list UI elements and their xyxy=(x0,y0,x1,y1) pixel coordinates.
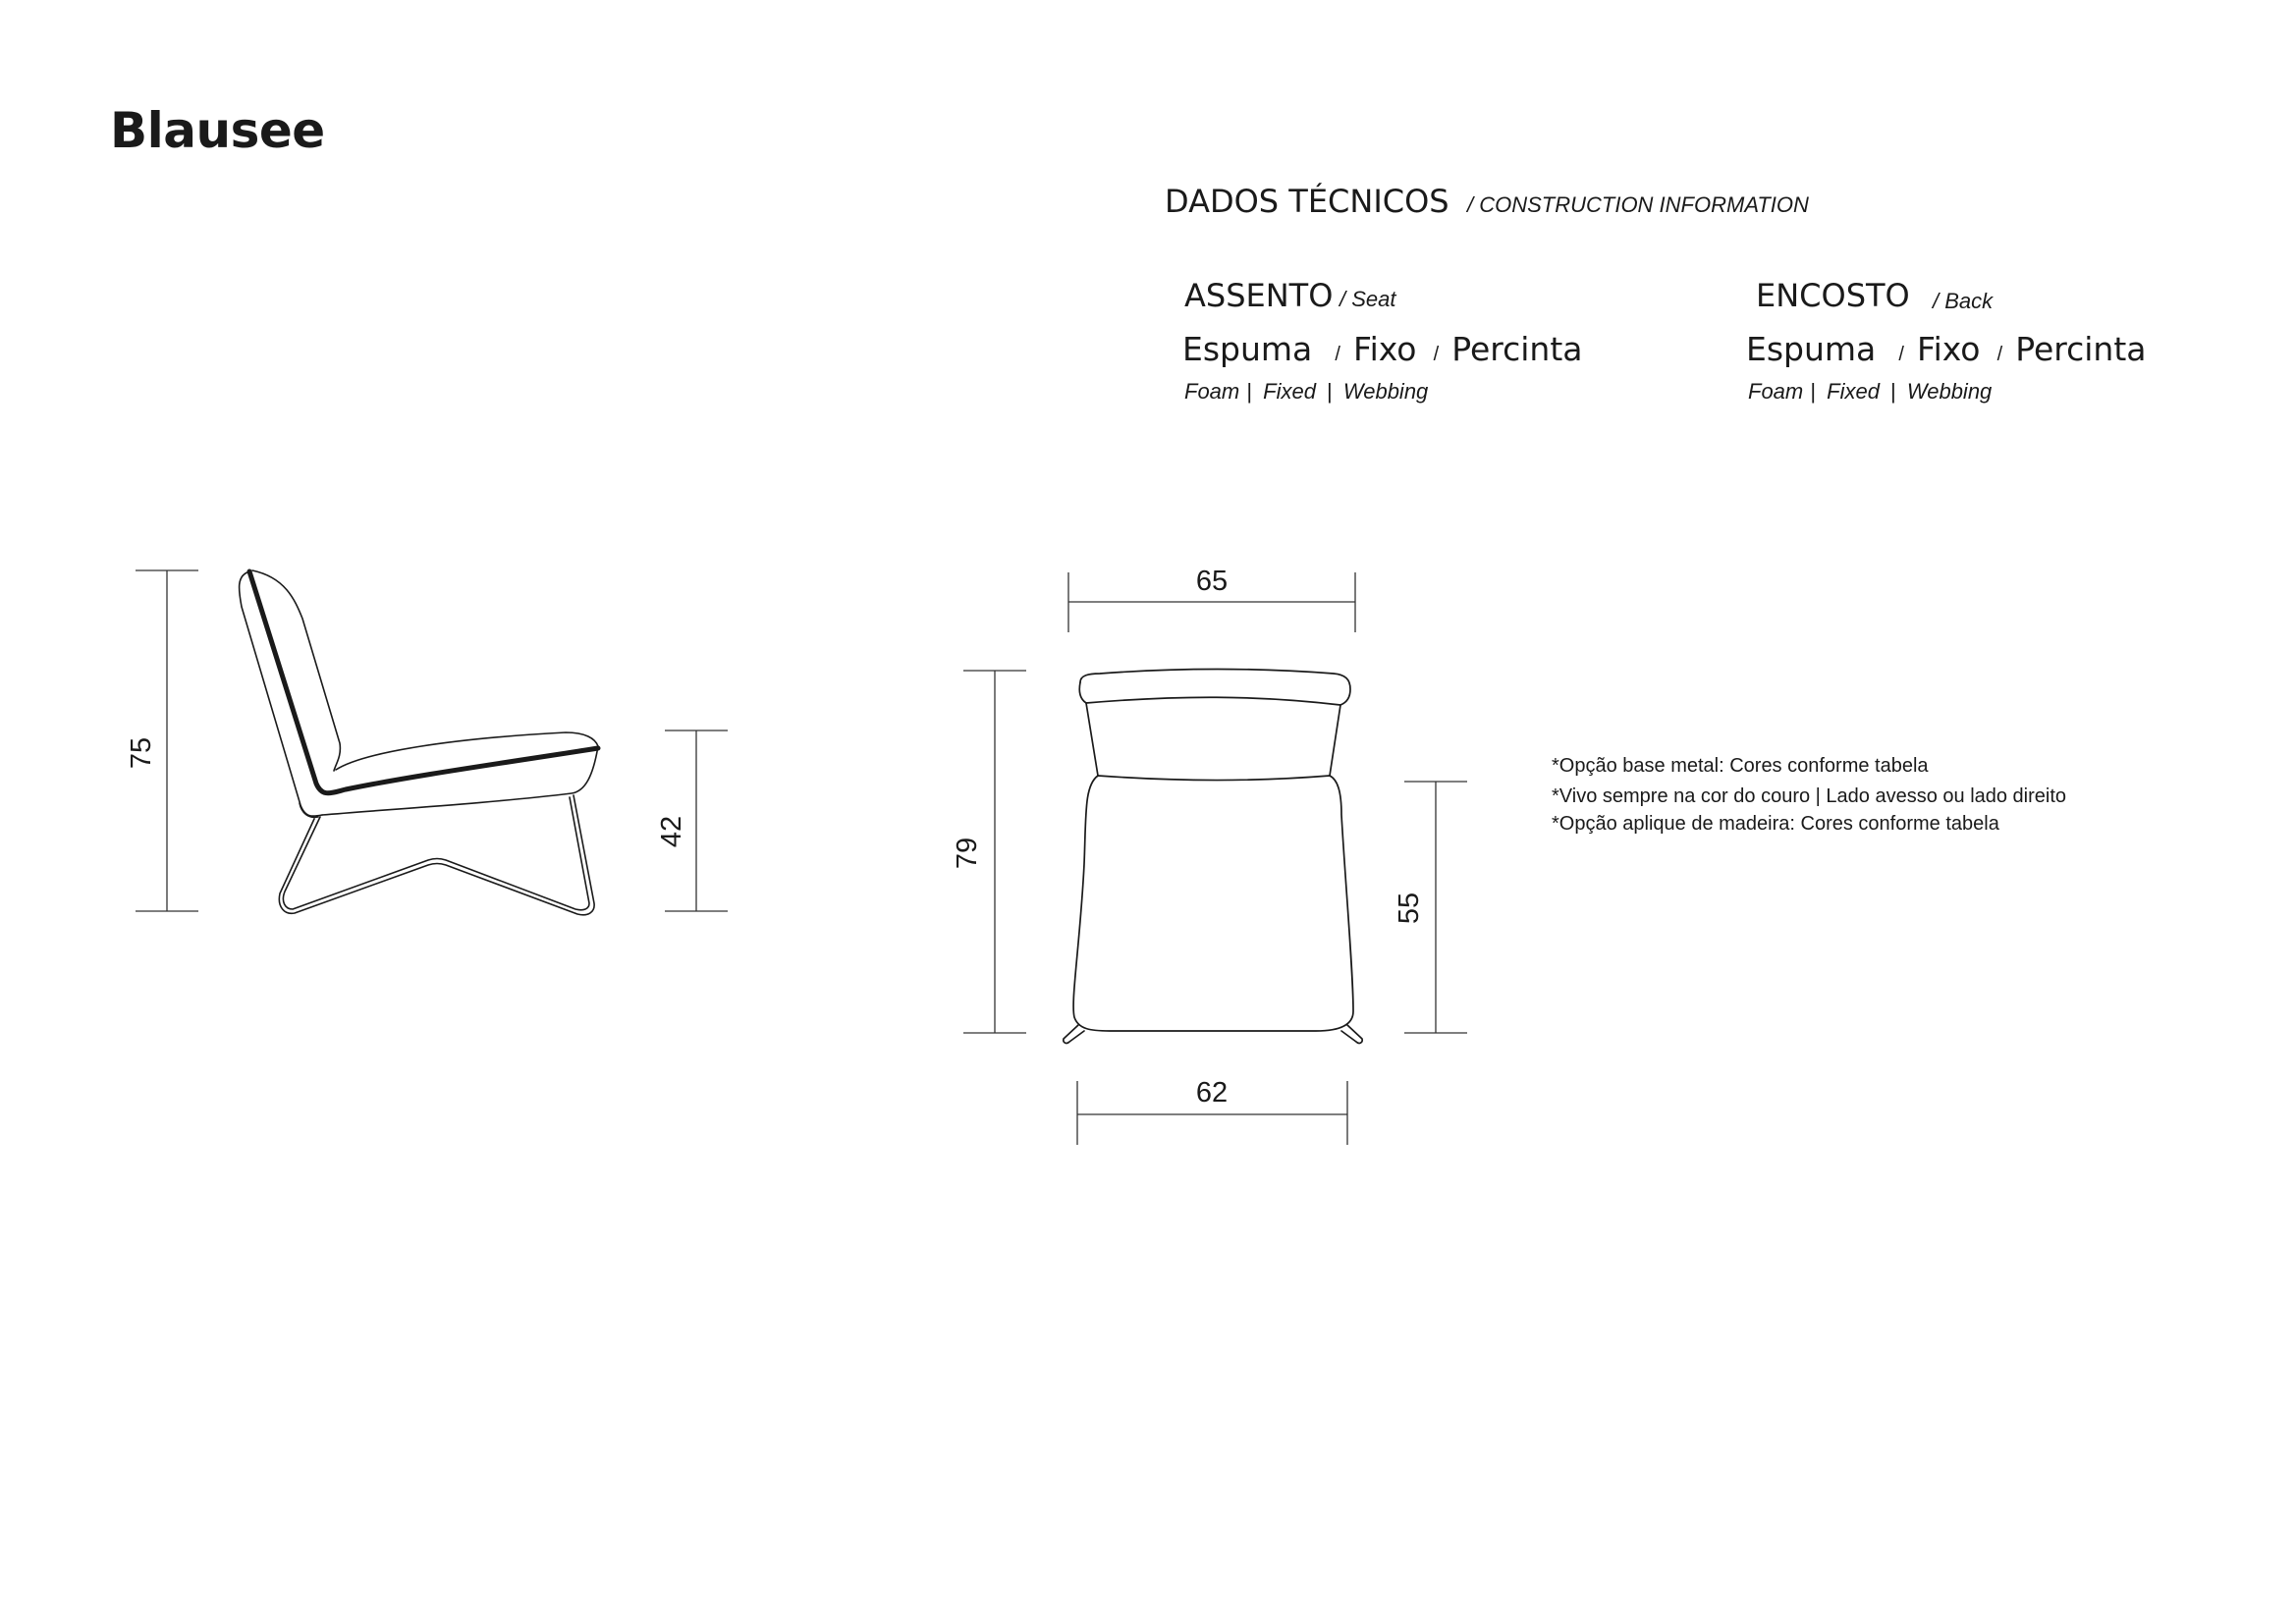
dim-side-seat-height: 42 xyxy=(656,815,687,848)
seat-spec-en-sep: | xyxy=(1246,379,1253,404)
seat-spec-en-fixed: Fixed xyxy=(1263,379,1316,404)
note-piping: *Vivo sempre na cor do couro | Lado avesso ou lado direito xyxy=(1552,785,2067,807)
seat-spec-foam: Espuma xyxy=(1182,330,1313,368)
dim-front-height: 79 xyxy=(952,837,983,870)
tech-data-subtitle: / CONSTRUCTION INFORMATION xyxy=(1467,192,1809,217)
dim-side-height: 75 xyxy=(126,736,157,770)
seat-spec-sep: / xyxy=(1335,344,1340,365)
back-spec-foam: Espuma xyxy=(1746,330,1877,368)
back-title-en: / Back xyxy=(1933,289,1994,313)
seat-spec-en-foam: Foam xyxy=(1184,379,1240,404)
seat-spec-sep: / xyxy=(1433,344,1440,365)
dimension-lines xyxy=(136,570,1467,1145)
back-spec-webbing: Percinta xyxy=(2015,330,2147,368)
dim-front-width-top: 65 xyxy=(1195,566,1229,597)
back-spec-en-foam: Foam xyxy=(1748,379,1804,404)
note-wood-option: *Opção aplique de madeira: Cores conforme tabela xyxy=(1552,813,1999,835)
side-view-piping xyxy=(249,571,598,793)
back-spec-en-sep: | xyxy=(1810,379,1817,404)
seat-spec-webbing: Percinta xyxy=(1451,330,1583,368)
seat-spec-en-sep: | xyxy=(1327,379,1333,404)
back-spec-en-fixed: Fixed xyxy=(1827,379,1880,404)
note-metal-base: *Opção base metal: Cores conforme tabela xyxy=(1552,755,1929,777)
back-spec-en-webbing: Webbing xyxy=(1906,379,1993,404)
back-title: ENCOSTO xyxy=(1756,277,1910,314)
back-spec-sep: / xyxy=(1898,344,1904,365)
side-view-chair xyxy=(240,570,598,915)
dim-front-seat-height: 55 xyxy=(1394,892,1425,925)
back-spec-sep: / xyxy=(1996,344,2003,365)
tech-data-title: DADOS TÉCNICOS xyxy=(1165,183,1449,220)
back-spec-fixed: Fixo xyxy=(1917,330,1981,368)
brand-logo: Blausee xyxy=(110,102,325,159)
dim-front-width-bottom: 62 xyxy=(1195,1077,1229,1109)
back-spec-en-sep: | xyxy=(1890,379,1896,404)
seat-spec-en-webbing: Webbing xyxy=(1342,379,1429,404)
front-view-chair xyxy=(1064,670,1362,1044)
seat-title: ASSENTO xyxy=(1184,277,1334,314)
seat-spec-fixed: Fixo xyxy=(1353,330,1417,368)
seat-title-en: / Seat xyxy=(1339,287,1396,311)
